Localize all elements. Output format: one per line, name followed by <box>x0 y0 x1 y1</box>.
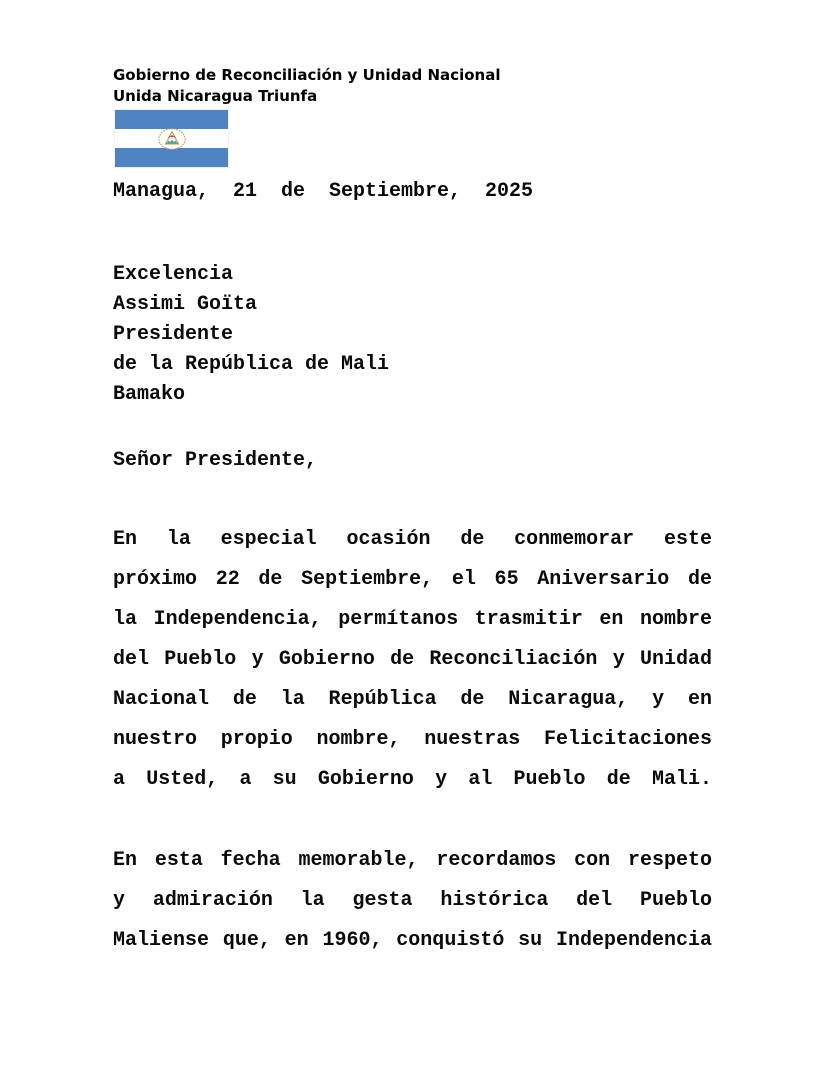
body-line: del Pueblo y Gobierno de Reconciliación y Unidad <box>113 648 712 671</box>
letterhead-motto: Unida Nicaragua Triunfa <box>113 87 318 105</box>
flag-stripe-bottom <box>115 148 228 167</box>
recipient-line-honorific: Excelencia <box>113 263 234 286</box>
recipient-line-country: de la República de Mali <box>113 353 390 376</box>
recipient-block <box>113 260 389 410</box>
salutation: Señor Presidente, <box>113 449 318 472</box>
body-line: y admiración la gesta histórica del Pueblo <box>113 889 712 912</box>
body-paragraph-1 <box>113 520 712 800</box>
body-line: Maliense que, en 1960, conquistó su Independencia <box>113 929 712 952</box>
nicaragua-flag <box>115 110 228 167</box>
body-paragraph-2 <box>113 841 712 961</box>
recipient-line-city: Bamako <box>113 383 186 406</box>
nicaragua-coat-of-arms-icon <box>157 127 187 151</box>
date-line: Managua, 21 de Septiembre, 2025 <box>113 180 534 203</box>
recipient-line-title: Presidente <box>113 323 234 346</box>
body-line: En la especial ocasión de conmemorar este <box>113 528 712 551</box>
recipient-line-name: Assimi Goïta <box>113 293 258 316</box>
letterhead-title: Gobierno de Reconciliación y Unidad Nacional <box>113 66 501 84</box>
body-line: la Independencia, permítanos trasmitir en nombre <box>113 608 712 631</box>
body-line: a Usted, a su Gobierno y al Pueblo de Mali. <box>113 768 712 791</box>
body-line: En esta fecha memorable, recordamos con respeto <box>113 849 712 872</box>
body-line: Nacional de la República de Nicaragua, y en <box>113 688 712 711</box>
body-line: próximo 22 de Septiembre, el 65 Aniversario de <box>113 568 712 591</box>
letterhead <box>113 65 500 107</box>
body-line: nuestro propio nombre, nuestras Felicitaciones <box>113 728 712 751</box>
